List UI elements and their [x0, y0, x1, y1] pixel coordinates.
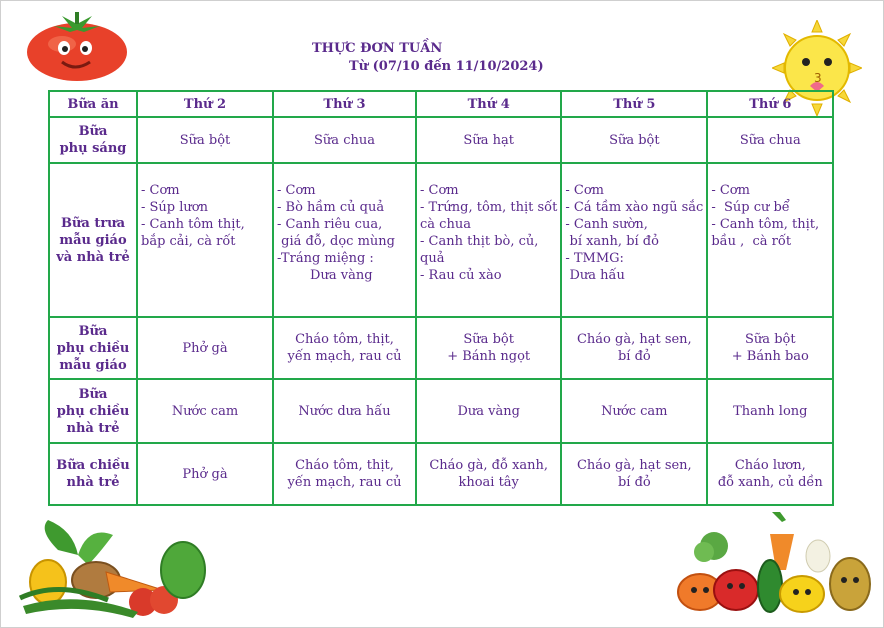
menu-cell: Dưa vàng	[416, 379, 561, 443]
svg-text:3: 3	[814, 71, 822, 85]
menu-cell: Cháo gà, đỗ xanh, khoai tây	[416, 443, 561, 505]
header-row	[49, 91, 833, 117]
meal-label: Bữa chiều nhà trẻ	[49, 443, 137, 505]
day-header: Thứ 5	[561, 91, 707, 117]
menu-cell: Nước cam	[561, 379, 707, 443]
menu-cell: Sữa bột + Bánh ngọt	[416, 317, 561, 379]
menu-cell: Cháo gà, hạt sen, bí đỏ	[561, 317, 707, 379]
menu-cell: Cháo tôm, thịt, yến mạch, rau củ	[273, 317, 416, 379]
menu-cell: - Cơm - Cá tầm xào ngũ sắc - Canh sườn, bí xanh, bí đỏ - TMMG: Dưa hấu	[561, 163, 707, 317]
meal-label: Bữa phụ sáng	[49, 117, 137, 163]
menu-cell: Cháo gà, hạt sen, bí đỏ	[561, 443, 707, 505]
menu-cell: Sữa bột	[561, 117, 707, 163]
day-header: Thứ 3	[273, 91, 416, 117]
meal-label: Bữa phụ chiều mẫu giáo	[49, 317, 137, 379]
vegetables-right-icon	[672, 512, 872, 616]
menu-cell: Phở gà	[137, 443, 273, 505]
menu-cell: - Cơm - Trứng, tôm, thịt sốt cà chua - Canh thịt bò, củ, quả - Rau củ xào	[416, 163, 561, 317]
day-header: Thứ 4	[416, 91, 561, 117]
menu-cell: - Cơm - Súp cư bể - Canh tôm, thịt, bầu , cà rốt	[707, 163, 833, 317]
meal-label: Bữa phụ chiều nhà trẻ	[49, 379, 137, 443]
date-range: Từ (07/10 đến 11/10/2024)	[349, 59, 544, 74]
table-row	[49, 443, 833, 505]
menu-cell: Sữa chua	[273, 117, 416, 163]
menu-cell: - Cơm - Bò hầm củ quả - Canh riêu cua, giá đỗ, dọc mùng -Tráng miệng : Dưa vàng	[273, 163, 416, 317]
menu-cell: Phở gà	[137, 317, 273, 379]
weekly-menu-table	[48, 90, 834, 506]
table-row	[49, 163, 833, 317]
vegetables-left-icon	[18, 520, 208, 620]
menu-cell: Thanh long	[707, 379, 833, 443]
menu-cell: Sữa bột + Bánh bao	[707, 317, 833, 379]
menu-cell: - Cơm - Súp lươn - Canh tôm thịt, bắp cải, cà rốt	[137, 163, 273, 317]
menu-cell: Cháo tôm, thịt, yến mạch, rau củ	[273, 443, 416, 505]
tomato-icon	[24, 10, 130, 82]
corner-cell: Bữa ăn	[49, 91, 137, 117]
table-row	[49, 117, 833, 163]
menu-cell: Nước cam	[137, 379, 273, 443]
menu-cell: Nước dưa hấu	[273, 379, 416, 443]
menu-cell: Cháo lươn, đỗ xanh, củ dền	[707, 443, 833, 505]
table-row	[49, 317, 833, 379]
menu-cell: Sữa hạt	[416, 117, 561, 163]
day-header: Thứ 6	[707, 91, 833, 117]
page-title: THỰC ĐƠN TUẦN	[312, 41, 443, 56]
table-row	[49, 379, 833, 443]
day-header: Thứ 2	[137, 91, 273, 117]
menu-cell: Sữa bột	[137, 117, 273, 163]
meal-label: Bữa trưa mẫu giáo và nhà trẻ	[49, 163, 137, 317]
menu-cell: Sữa chua	[707, 117, 833, 163]
